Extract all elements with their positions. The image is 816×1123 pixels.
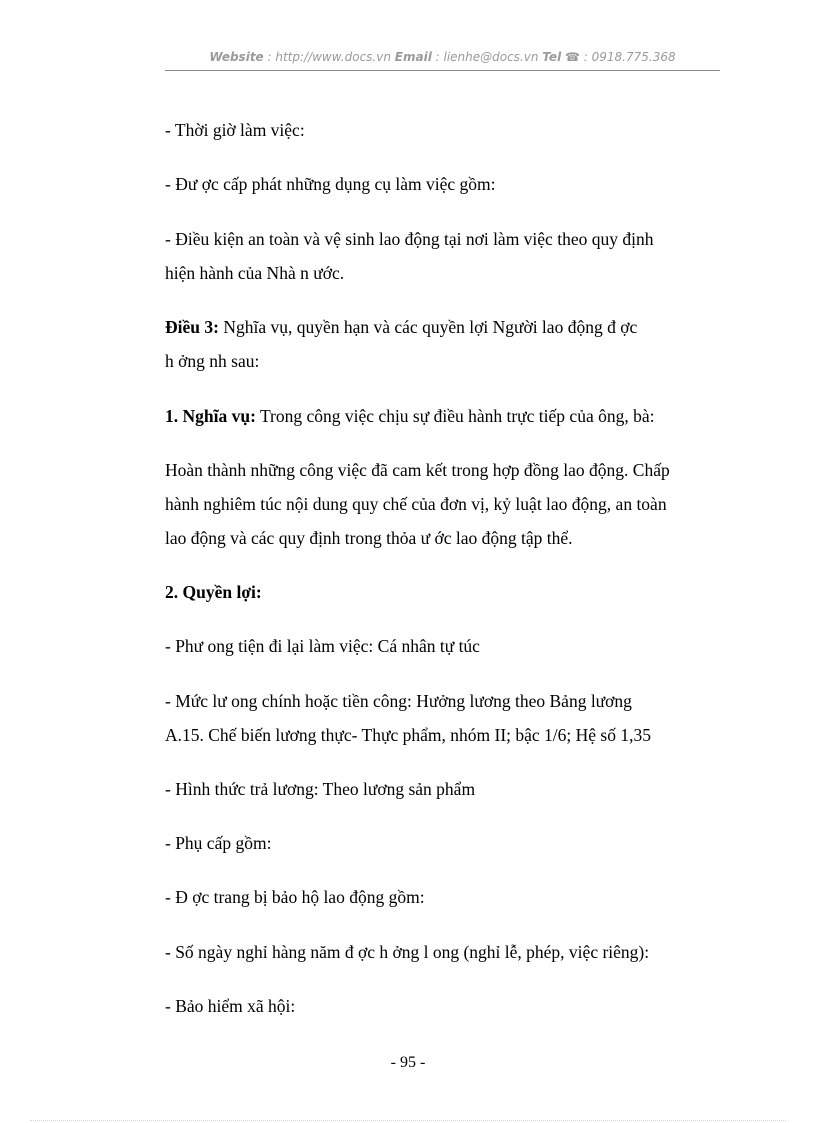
article-3-label: Điều 3: [165,317,219,337]
website-label: Website [209,50,264,64]
tel-number: 0918.775.368 [591,50,676,64]
benefits-label: 2. Quyền lợi: [165,582,262,602]
bottom-divider [30,1120,786,1121]
safety-conditions-line-2: hiện hành của Nhà n ước. [165,263,345,283]
benefits-heading [165,575,725,609]
salary-line-2: A.15. Chế biến lương thực- Thực phẩm, nhóm II; bậc 1/6; Hệ số 1,35 [165,725,651,745]
tel-separator: : [579,50,592,64]
email-label: Email [394,50,432,64]
email-address[interactable]: lienhe@docs.vn [443,50,539,64]
salary-line-1: - Mức lư ong chính hoặc tiền công: Hưởng lương theo Bảng lương [165,691,632,711]
page-number: - 95 - [390,1054,426,1071]
complete-work-line-1: Hoàn thành những công việc đã cam kết trong hợp đồng lao động. Chấp [165,460,670,480]
transport-line: - Phư ong tiện đi lại làm việc: Cá nhân tự túc [165,636,480,656]
complete-work-line-2: hành nghiêm túc nội dung quy chế của đơn vị, kỷ luật lao động, an toàn [165,494,667,514]
protective-gear-line: - Đ ợc trang bị bảo hộ lao động gồm: [165,887,425,907]
phone-icon: ☎ [565,50,580,64]
complete-work-line-3: lao động và các quy định trong thỏa ư ớc lao động tập thể. [165,528,573,548]
article-3-line-2: h ởng nh sau: [165,351,260,371]
article-3-text: Nghĩa vụ, quyền hạn và các quyền lợi Người lao động đ ợc [218,317,638,337]
working-time-line: - Thời giờ làm việc: [165,120,305,140]
paid-leave-line: - Số ngày nghỉ hàng năm đ ợc h ởng l ong (nghỉ lễ, phép, việc riêng): [165,942,650,962]
page-header [165,50,720,64]
website-url[interactable]: http://www.docs.vn [275,50,391,64]
website-separator: : [263,50,276,64]
tel-label: Tel [542,50,562,64]
safety-conditions-line-1: - Điều kiện an toàn và vệ sinh lao động tại nơi làm việc theo quy định [165,229,654,249]
tools-provided-line: - Đư ợc cấp phát những dụng cụ làm việc gồm: [165,174,496,194]
pay-method-line: - Hình thức trả lương: Theo lương sản phẩm [165,779,476,799]
obligations-label: 1. Nghĩa vụ: [165,406,256,426]
article-3-line-1 [165,310,725,344]
allowance-line: - Phụ cấp gồm: [165,833,272,853]
obligations-text: Trong công việc chịu sự điều hành trực tiếp của ông, bà: [255,406,655,426]
obligations-heading-line [165,399,725,433]
social-insurance-line: - Bảo hiểm xã hội: [165,996,296,1016]
email-separator: : [431,50,444,64]
header-divider [165,70,720,71]
